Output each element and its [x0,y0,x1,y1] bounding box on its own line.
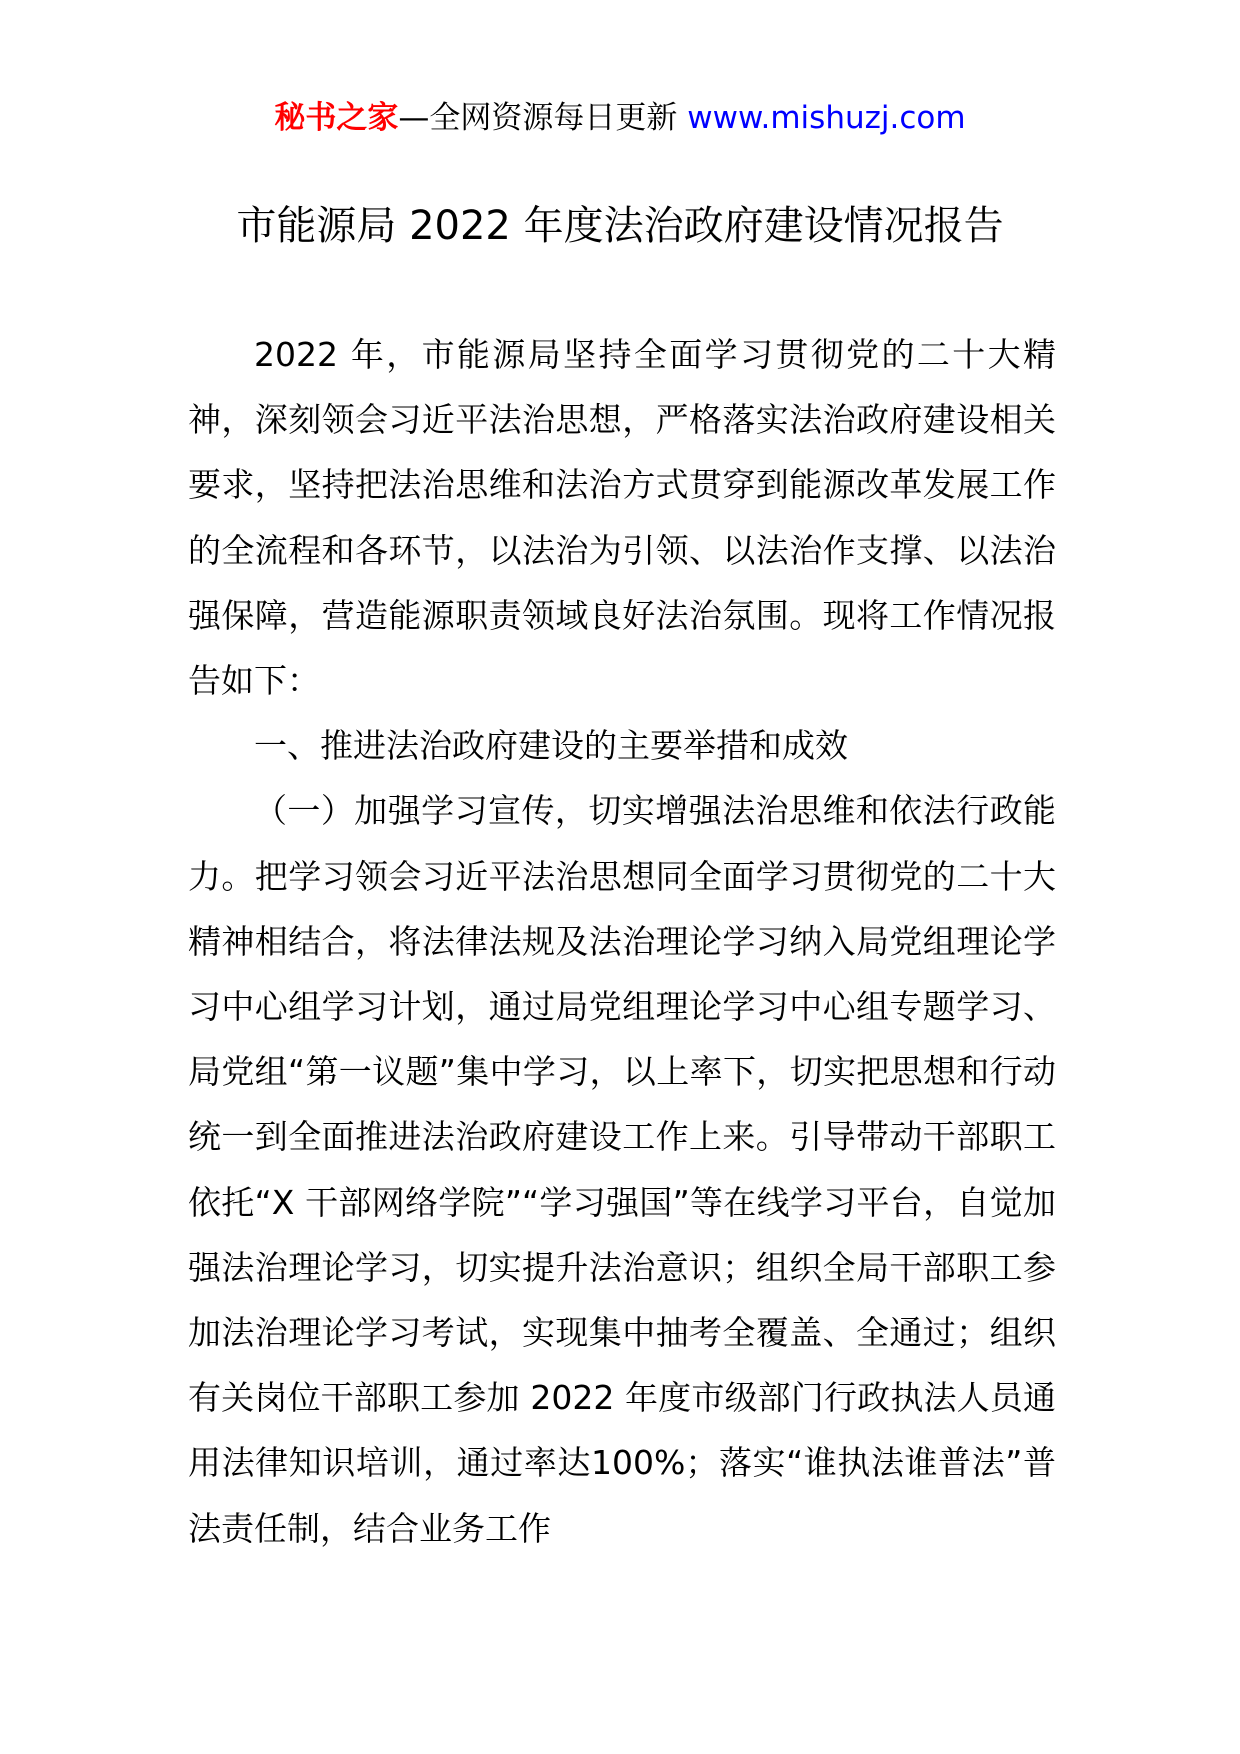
site-brand-name: 秘书之家 [274,100,399,136]
document-title: 市能源局 2022 年度法治政府建设情况报告 [236,203,1004,249]
section-heading-1: 一、推进法治政府建设的主要举措和成效 [254,726,848,766]
site-header-banner [0,98,1240,138]
site-url-link[interactable]: www.mishuzj.com [687,100,966,136]
site-tagline: —全网资源每日更新 [398,100,678,136]
intro-paragraph: 2022 年，市能源局坚持全面学习贯彻党的二十大精神，深刻领会习近平法治思想，严格落实法治政府建设相关要求，坚持把法治思维和法治方式贯穿到能源改革发展工作的全流程和各环节，以法治为引领、以法治作支撑、以法治强保障，营造能源职责领域良好法治氛围。现将工作情况报告如下： [188,335,1056,701]
subsection-paragraph-1: （一）加强学习宣传，切实增强法治思维和依法行政能力。把学习领会习近平法治思想同全面学习贯彻党的二十大精神相结合，将法律法规及法治理论学习纳入局党组理论学习中心组学习计划，通过局党组理论学习中心组专题学习、局党组“第一议题”集中学习，以上率下，切实把思想和行动统一到全面推进法治政府建设工作上来。引导带动干部职工依托“X 干部网络学院”“学习强国”等在线学习平台，自觉加强法治理论学习，切实提升法治意识；组织全局干部职工参加法治理论学习考试，实现集中抽考全覆盖、全通过；组织有关岗位干部职工参加 2022 年度市级部门行政执法人员通用法律知识培训，通过率达100%；落实“谁执法谁普法”普法责任制，结合业务工作 [188,791,1056,1548]
document-body [188,322,1056,1561]
